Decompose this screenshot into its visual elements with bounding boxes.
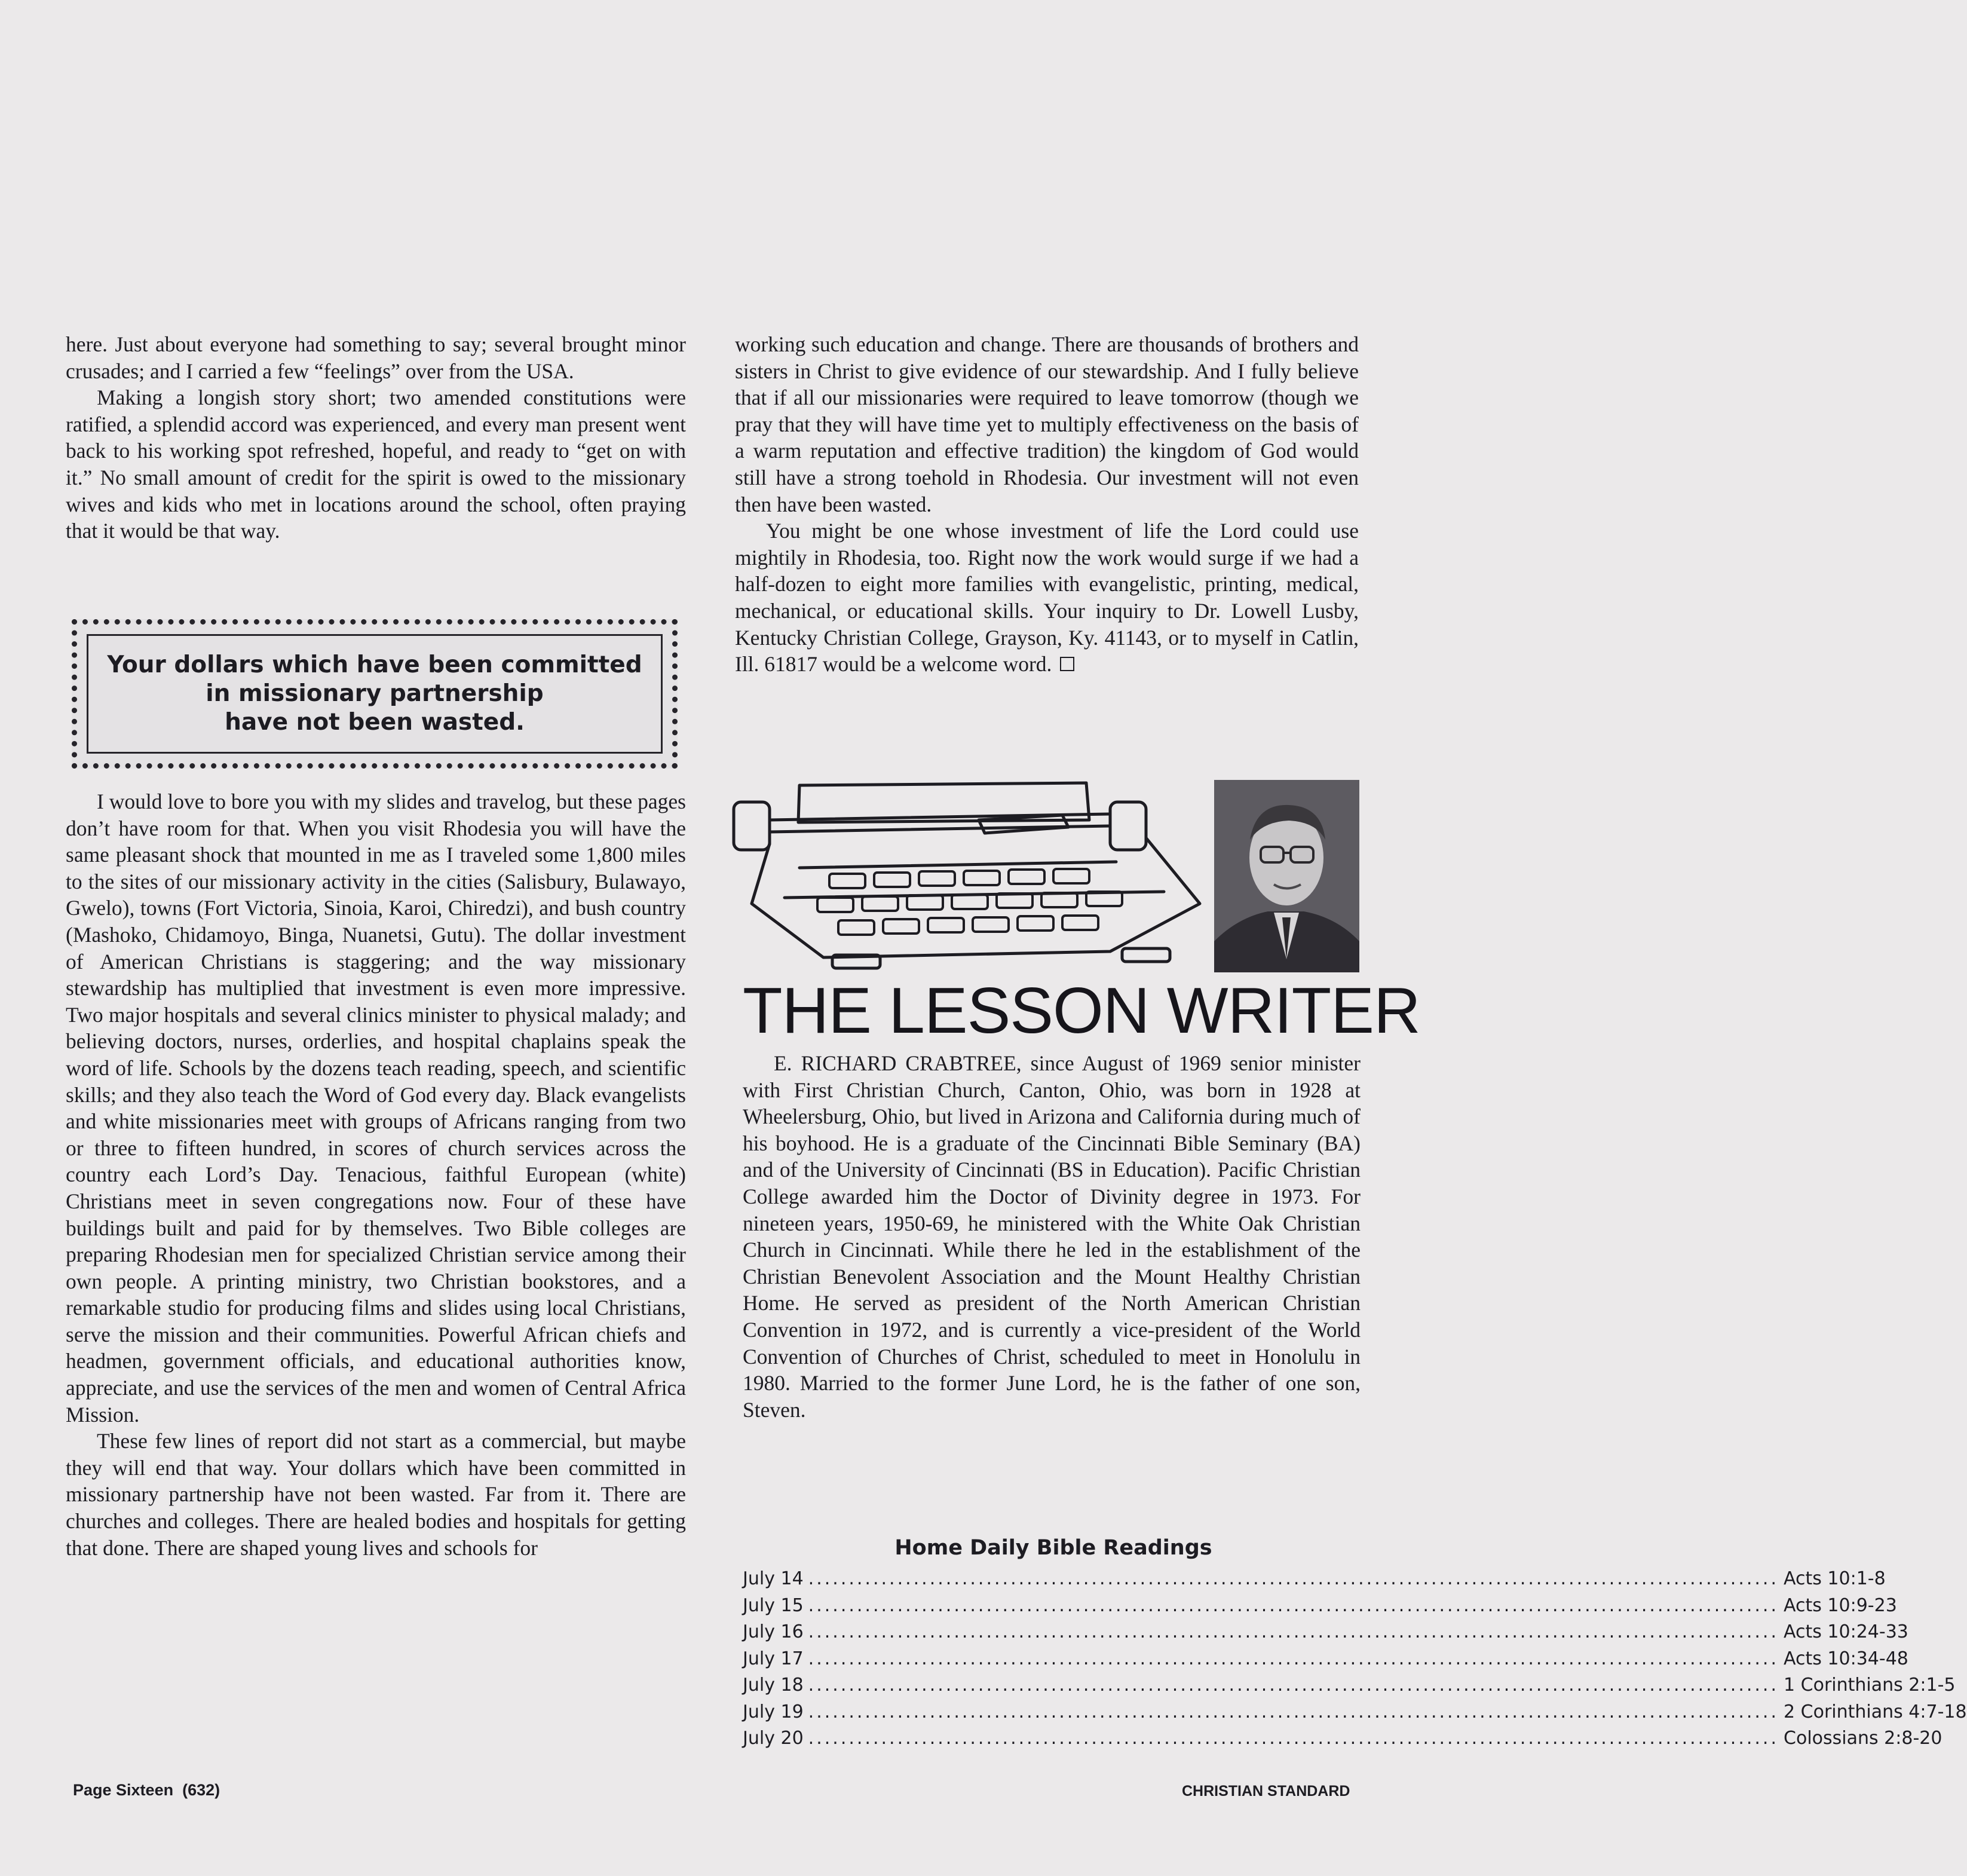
reading-reference: Acts 10:9-23 xyxy=(1784,1595,1897,1616)
leader-dots: ........................................................................................................................ xyxy=(808,1595,1779,1616)
reading-reference: 2 Corinthians 4:7-18 xyxy=(1784,1701,1967,1722)
leader-dots: ........................................................................................................................ xyxy=(808,1701,1779,1722)
author-bio xyxy=(743,1050,1361,1423)
leader-dots: ........................................................................................................................ xyxy=(808,1621,1779,1642)
reading-row xyxy=(743,1728,1943,1755)
reading-row xyxy=(743,1701,1967,1728)
leader-dots: ........................................................................................................................ xyxy=(808,1648,1779,1669)
pull-quote-box xyxy=(72,619,678,769)
reading-row xyxy=(743,1595,1897,1622)
leader-dots: ........................................................................................................................ xyxy=(808,1728,1779,1749)
author-portrait-photo xyxy=(1214,780,1359,972)
end-mark-icon xyxy=(1060,657,1074,671)
reading-reference: Acts 10:1-8 xyxy=(1784,1568,1886,1589)
reading-row xyxy=(743,1648,1908,1675)
reading-date: July 16 xyxy=(743,1621,804,1642)
paragraph: here. Just about everyone had something to say; several brought minor crusades; and I carried a few “feelings” over from the USA. xyxy=(66,332,686,383)
reading-row xyxy=(743,1568,1886,1595)
paragraph: I would love to bore you with my slides and travelog, but these pages don’t have room for that. When you visit Rhodesia you will have the same pleasant shock that mounted in me as I traveled some 1,800 miles to the sites of our missionary activity in the cities (Salisbury, Bulawayo, Gwelo), towns (Fort Victoria, Sinoia, Karoi, Chiredzi), and bush country (Mashoko, Chidamoyo, Binga, Nuanetsi, Gutu). The dollar investment of American Christians is staggering; and the way missionary stewardship has multiplied that investment is even more impressive. Two major hospitals and several clinics minister to physical malady; and believing doctors, nurses, orderlies, and hospital chaplains speak the word of life. Schools by the dozens teach reading, speech, and scientific skills; and they also teach the Word of God every day. Black evangelists and white missionaries meet with groups of Africans ranging from two or three to fifteen hundred, in scores of church services across the country each Lord’s Day. Tenacious, faithful European (white) Christians meet in seven congregations now. Four of these have buildings built and paid for by themselves. Two Bible colleges are preparing Rhodesian men for specialized Christian service among their own people. A printing ministry, two Christian bookstores, and a remarkable studio for producing films and slides using local Christians, serve the mission and their communities. Powerful African chiefs and headmen, government officials, and educational authorities know, appreciate, and use the services of the men and women of Central Africa Mission. xyxy=(66,789,686,1427)
readings-list xyxy=(743,1568,1967,1755)
reading-date: July 18 xyxy=(743,1675,804,1696)
lesson-writer-title: THE LESSON WRITER xyxy=(743,974,1420,1047)
left-column xyxy=(66,331,686,544)
page-number: Page Sixteen (632) xyxy=(73,1781,220,1799)
paragraph: working such education and change. There are thousands of brothers and sisters in Christ to give evidence of our stewardship. And I fully believe that if all our missionaries were required to leave tomorrow (though we pray that they will have time yet to multiply effectiveness on the basis of a warm reputation and effective tradition) the kingdom of God would still have a strong toehold in Rhodesia. Our investment will not even then have been wasted. xyxy=(735,332,1359,516)
reading-reference: 1 Corinthians 2:1-5 xyxy=(1784,1675,1956,1696)
right-column xyxy=(735,331,1359,678)
readings-heading: Home Daily Bible Readings xyxy=(894,1536,1212,1560)
paragraph: Making a longish story short; two amended constitutions were ratified, a splendid accord was experienced, and every man present went back to his working spot refreshed, hopeful, and ready to “get on with it.” No small amount of credit for the spirit is owed to the missionary wives and kids who met in locations around the school, often praying that it would be that way. xyxy=(66,385,686,543)
reading-row xyxy=(743,1675,1956,1701)
publication-name: CHRISTIAN STANDARD xyxy=(1182,1783,1350,1800)
reading-reference: Colossians 2:8-20 xyxy=(1784,1728,1943,1749)
leader-dots: ........................................................................................................................ xyxy=(808,1568,1779,1589)
paragraph xyxy=(735,518,1359,678)
bible-readings xyxy=(743,1535,1967,1755)
typewriter-illustration xyxy=(728,778,1206,975)
left-column-continued xyxy=(66,788,686,1561)
reading-date: July 17 xyxy=(743,1648,804,1669)
pull-quote-text xyxy=(87,634,663,754)
paragraph: These few lines of report did not start as a commercial, but maybe they will end that way. Your dollars which have been committed in missionary partnership have not been wasted. Far from it. There are churches and colleges. There are healed bodies and hospitals for getting that done. There are shaped young lives and schools for xyxy=(66,1429,686,1560)
pull-quote-line: have not been wasted. xyxy=(225,709,525,736)
reading-reference: Acts 10:24-33 xyxy=(1784,1621,1908,1642)
reading-date: July 19 xyxy=(743,1701,804,1722)
pull-quote-line: in missionary partnership xyxy=(206,680,544,707)
leader-dots: ........................................................................................................................ xyxy=(808,1675,1779,1696)
reading-date: July 14 xyxy=(743,1568,804,1589)
bio-paragraph: E. RICHARD CRABTREE, since August of 1969 senior minister with First Christian Church, Canton, Ohio, was born in 1928 at Wheelersburg, Ohio, but lived in Arizona and California during much of his boyhood. He is a graduate of the Cincinnati Bible Seminary (BA) and of the University of Cincinnati (BS in Education). Pacific Christian College awarded him the Doctor of Divinity degree in 1973. For nineteen years, 1950-69, he ministered with the White Oak Christian Church in Cincinnati. While there he led in the establishment of the Christian Benevolent Association and the Mount Healthy Christian Home. He served as president of the North American Christian Convention in 1972, and is currently a vice-president of the World Convention of Churches of Christ, scheduled to meet in Honolulu in 1980. Married to the former June Lord, he is the father of one son, Steven. xyxy=(743,1051,1361,1422)
reading-row xyxy=(743,1621,1908,1648)
reading-date: July 15 xyxy=(743,1595,804,1616)
paragraph-text: You might be one whose investment of life the Lord could use mightily in Rhodesia, too. Right now the work would surge if we had a half-dozen to eight more families with evangelistic, printing, medical, mechanical, or educational skills. Your inquiry to Dr. Lowell Lusby, Kentucky Christian College, Grayson, Ky. 41143, or to myself in Catlin, Ill. 61817 would be a welcome word. xyxy=(735,519,1359,677)
reading-reference: Acts 10:34-48 xyxy=(1784,1648,1908,1669)
pull-quote-line: Your dollars which have been committed xyxy=(107,651,642,678)
reading-date: July 20 xyxy=(743,1728,804,1749)
